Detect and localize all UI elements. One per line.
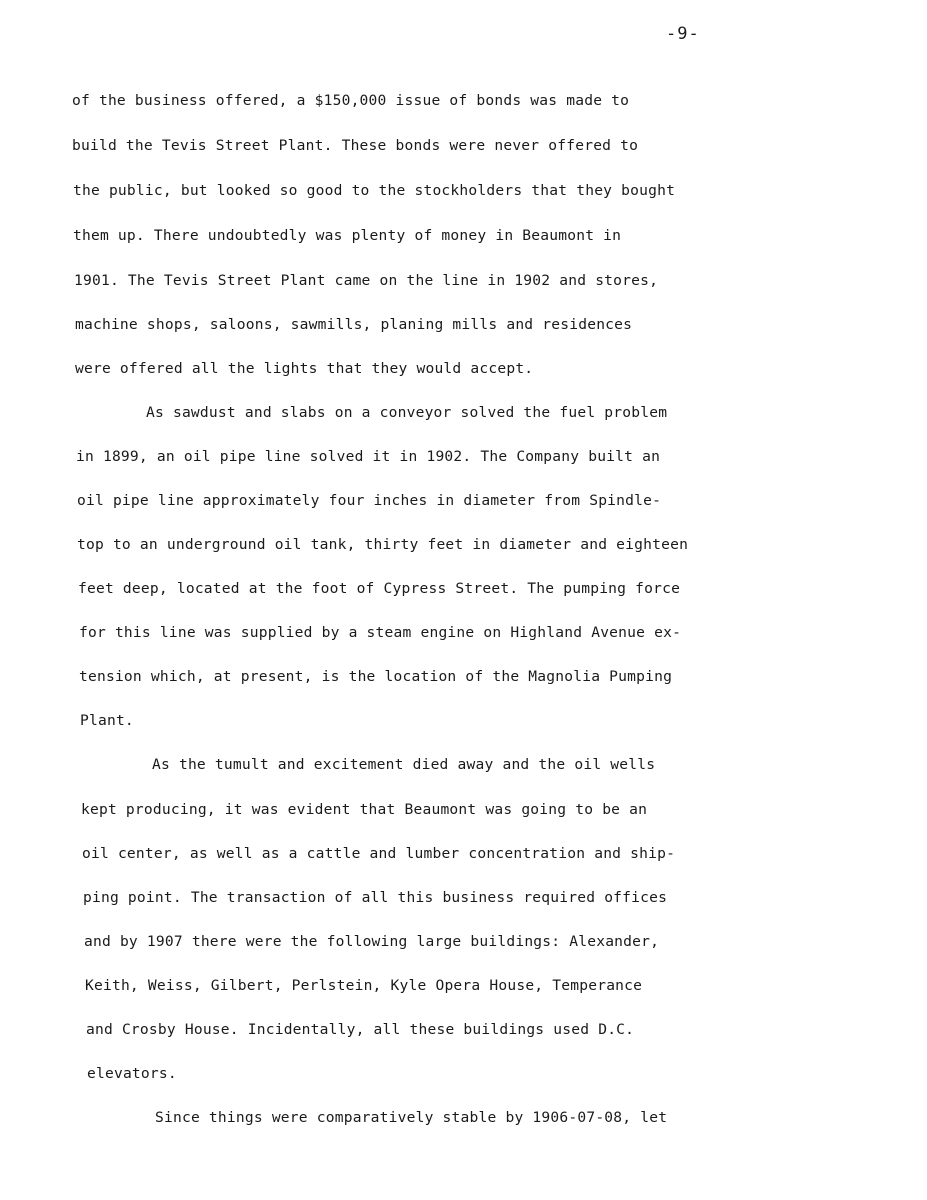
text-line: top to an underground oil tank, thirty feet in diameter and eighteen	[77, 536, 689, 553]
text-line: oil pipe line approximately four inches in diameter from Spindle-	[77, 492, 662, 509]
text-line: and Crosby House. Incidentally, all these buildings used D.C.	[86, 1021, 635, 1038]
text-line: in 1899, an oil pipe line solved it in 1902. The Company built an	[76, 448, 661, 465]
text-line: tension which, at present, is the location of the Magnolia Pumping	[79, 668, 673, 685]
text-line: As the tumult and excitement died away and the oil wells	[152, 756, 656, 773]
text-line: machine shops, saloons, sawmills, planing mills and residences	[75, 316, 633, 333]
text-line: oil center, as well as a cattle and lumber concentration and ship-	[82, 845, 676, 862]
text-line: Since things were comparatively stable by 1906-07-08, let	[155, 1109, 668, 1126]
text-line: Keith, Weiss, Gilbert, Perlstein, Kyle Opera House, Temperance	[85, 977, 643, 994]
text-line: 1901. The Tevis Street Plant came on the line in 1902 and stores,	[74, 272, 659, 289]
text-line: Plant.	[80, 712, 134, 729]
text-line: and by 1907 there were the following large buildings: Alexander,	[84, 933, 660, 950]
text-line: ping point. The transaction of all this business required offices	[83, 889, 668, 906]
page-number: -9-	[666, 24, 700, 44]
text-line: them up. There undoubtedly was plenty of money in Beaumont in	[73, 227, 622, 244]
text-line: feet deep, located at the foot of Cypress Street. The pumping force	[78, 580, 681, 597]
text-line: the public, but looked so good to the stockholders that they bought	[73, 182, 676, 199]
text-line: elevators.	[87, 1065, 177, 1082]
text-line: kept producing, it was evident that Beaumont was going to be an	[81, 801, 648, 818]
text-line: As sawdust and slabs on a conveyor solved the fuel problem	[146, 404, 668, 421]
text-line: were offered all the lights that they would accept.	[75, 360, 534, 377]
text-line: for this line was supplied by a steam engine on Highland Avenue ex-	[79, 624, 682, 641]
text-line: of the business offered, a $150,000 issue of bonds was made to	[72, 92, 630, 109]
text-line: build the Tevis Street Plant. These bonds were never offered to	[72, 137, 639, 154]
